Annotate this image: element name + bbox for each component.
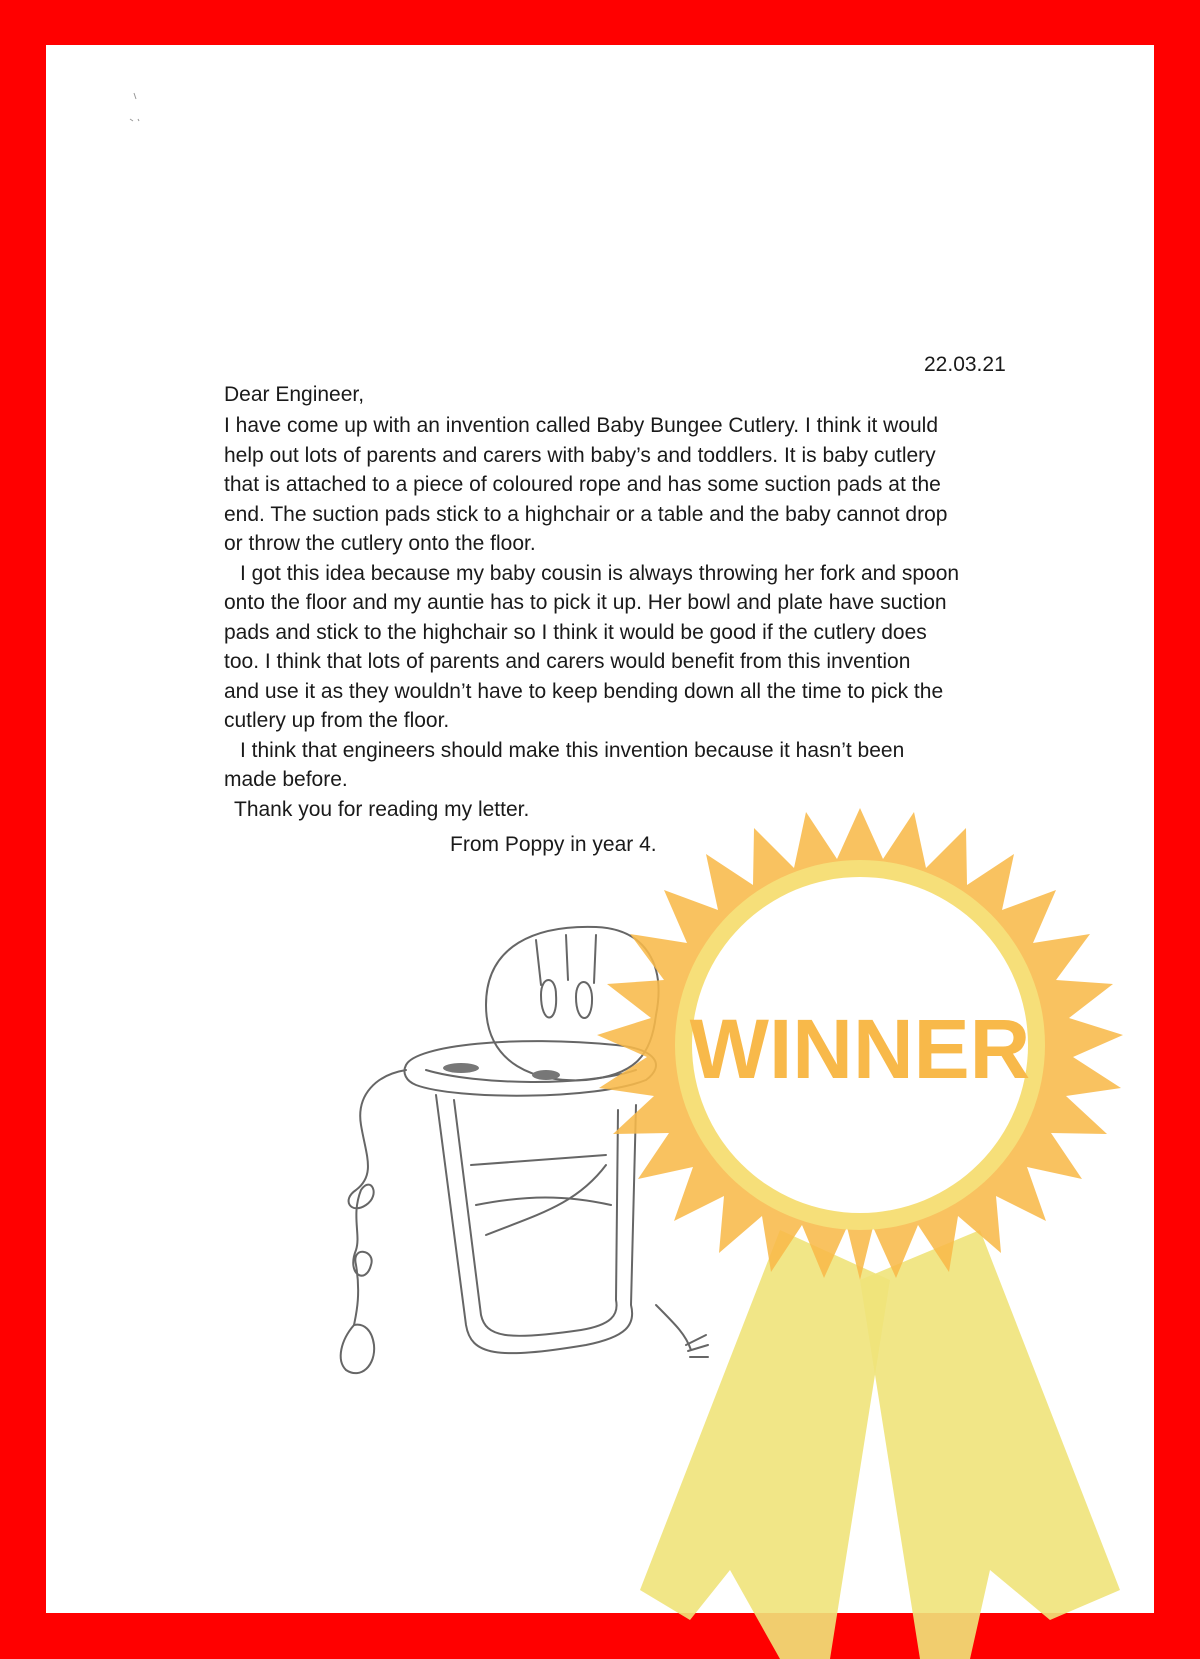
letter-date: 22.03.21 — [924, 353, 1006, 376]
winner-label: WINNER — [689, 1002, 1031, 1096]
paragraph-1-line: help out lots of parents and carers with baby’s and toddlers. It is baby cutlery — [224, 443, 936, 467]
paragraph-2-line: onto the floor and my auntie has to pick it up. Her bowl and plate have suction — [224, 591, 947, 614]
left-ribbon — [640, 1230, 890, 1659]
paragraph-1-line: or throw the cutlery onto the floor. — [224, 532, 536, 555]
paragraph-3-line: I think that engineers should make this invention because it hasn’t been — [240, 738, 905, 762]
paragraph-2-line: too. I think that lots of parents and carers would benefit from this invention — [224, 650, 911, 673]
paragraph-1-line: that is attached to a piece of coloured rope and has some suction pads at the — [224, 473, 941, 496]
paragraph-2-line: I got this idea because my baby cousin is always throwing her fork and spoon — [240, 561, 960, 585]
pencil-mark-icon — [86, 65, 146, 125]
paragraph-1-line: I have come up with an invention called Baby Bungee Cutlery. I think it would — [224, 414, 939, 437]
salutation: Dear Engineer, — [224, 383, 365, 406]
paragraph-2-line: and use it as they wouldn’t have to keep bending down all the time to pick the — [224, 679, 944, 703]
paragraph-3-line: made before. — [224, 768, 348, 791]
paragraph-2-line: cutlery up from the floor. — [224, 709, 450, 732]
right-ribbon — [860, 1230, 1120, 1659]
paragraph-2-line: pads and stick to the highchair so I think it would be good if the cutlery does — [224, 620, 927, 644]
closing-line: Thank you for reading my letter. — [234, 797, 530, 821]
paragraph-1-line: end. The suction pads stick to a highchair or a table and the baby cannot drop — [224, 502, 948, 526]
award-rosette-icon — [560, 760, 1200, 1659]
signoff: From Poppy in year 4. — [450, 833, 657, 856]
